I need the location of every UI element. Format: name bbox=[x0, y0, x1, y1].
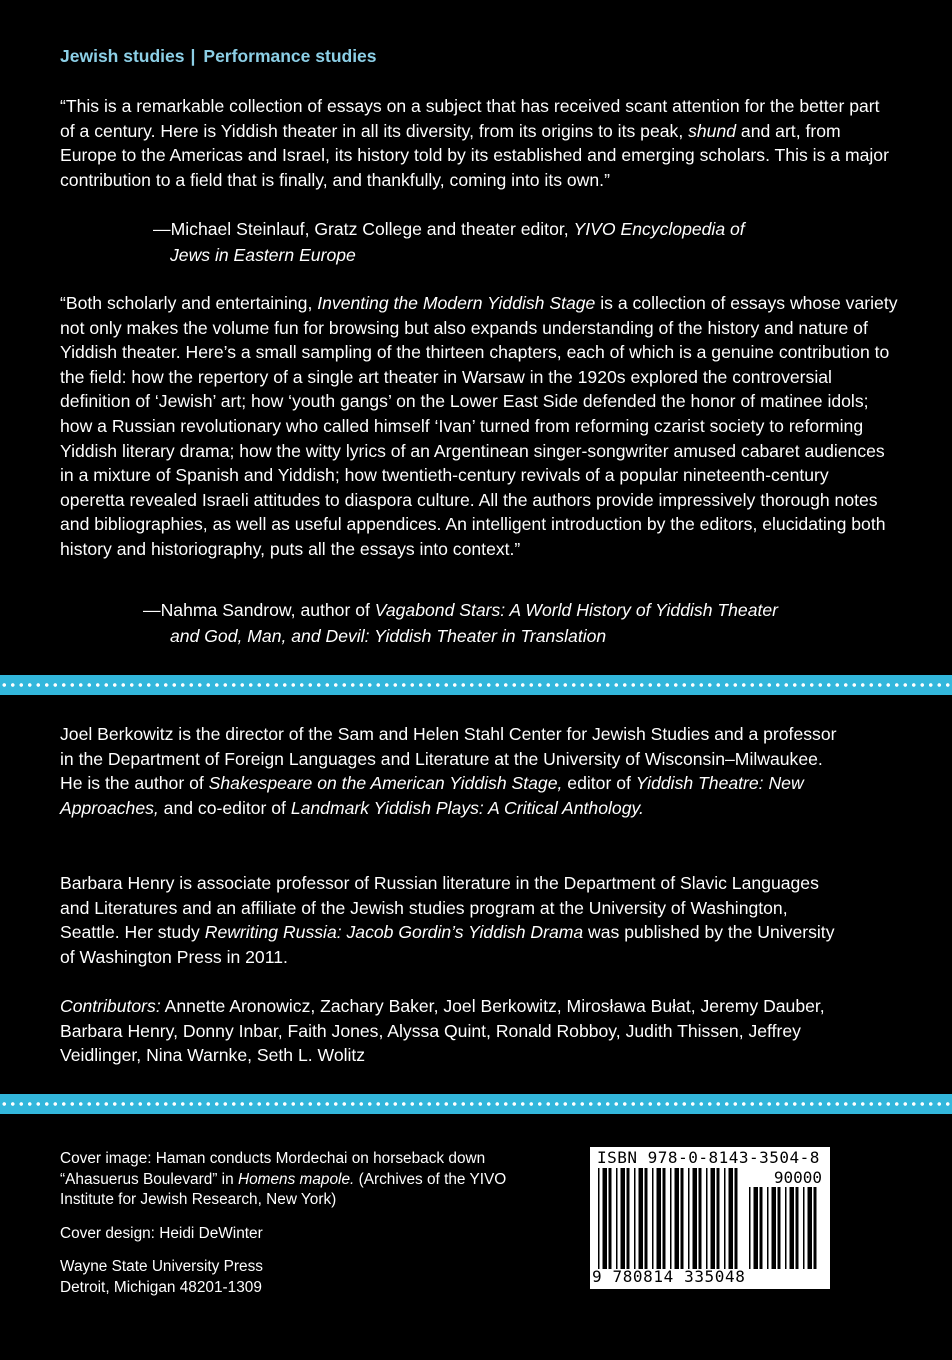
credit-text: Cover image: Haman conducts Mordechai on horseback down “Ahasuerus Boulevard” in bbox=[60, 1150, 486, 1188]
bio-text: Barbara Henry is associate professor of Russian literature in the Department of Slavic Languages and Literatures and an affiliate of the Jewish studies program at the University of Washington, Seattle. Her study bbox=[60, 873, 819, 943]
quote-italic: Inventing the Modern Yiddish Stage bbox=[317, 293, 596, 313]
price-code: 90000 bbox=[773, 1168, 822, 1187]
ean-number: 9 780814 335048 bbox=[592, 1267, 746, 1286]
bio-text: Joel Berkowitz is the director of the Sam and Helen Stahl Center for Jewish Studies and a professor in the Department of Foreign Languages and Literature at the University of Wisconsin–Milwaukee. He is the author of bbox=[60, 724, 837, 794]
publisher-name: Wayne State University Press bbox=[60, 1258, 263, 1275]
contributors-label: Contributors: bbox=[60, 996, 161, 1016]
publisher-info bbox=[60, 1257, 530, 1298]
addon-barcode bbox=[749, 1187, 821, 1269]
attribution-sandrow bbox=[143, 597, 903, 649]
category-header bbox=[60, 46, 377, 67]
attribution-text: —Nahma Sandrow, author of bbox=[143, 600, 375, 620]
bio-italic: Yiddish Theatre: New Approaches, bbox=[60, 773, 804, 818]
quote-text: is a collection of essays whose variety not only makes the volume fun for browsing but also expands understanding of the history and nature of Yiddish theater. Here’s a small sampling of the thirteen chapters, each of which is a genuine contribution to the field: how the repertory of a single art theater in Warsaw in the 1920s explored the controversial definition of ‘Jewish’ art; how ‘youth gangs’ on the Lower East Side defended the honor of matinee idols; how a Russian revolutionary who called himself ‘Ivan’ turned from reforming czarist society to reforming Yiddish literary drama; how the witty lyrics of an Argentinean singer-songwriter amused cabaret audiences in a mixture of Spanish and Yiddish; how twentieth-century revivals of a popular nineteenth-century operetta revealed Israeli attitudes to diaspora culture. All the authors provide impressively thorough notes and bibliographies, as well as useful appendices. An intelligent introduction by the editors, elucidating both history and historiography, puts all the essays into context.” bbox=[60, 293, 898, 559]
divider-top bbox=[0, 675, 952, 695]
bio-italic: Rewriting Russia: Jacob Gordin’s Yiddish Drama bbox=[204, 922, 584, 943]
quote-steinlauf bbox=[60, 94, 898, 192]
bio-text: was published by the University of Washington Press in 2011. bbox=[60, 922, 835, 967]
attribution-italic: YIVO Encyclopedia of bbox=[573, 219, 745, 239]
cover-design-credit: Cover design: Heidi DeWinter bbox=[60, 1225, 263, 1242]
attribution-italic: Jews in Eastern Europe bbox=[170, 245, 356, 265]
quote-text: “Both scholarly and entertaining, bbox=[60, 293, 318, 313]
cover-image-credit bbox=[60, 1149, 520, 1211]
category-performance-studies: Performance studies bbox=[203, 46, 377, 66]
category-jewish-studies: Jewish studies bbox=[60, 46, 185, 66]
quote-text: “This is a remarkable collection of essays on a subject that has received scant attention for the better part of a century. Here is Yiddish theater in all its diversity, from its origins to its peak, bbox=[60, 96, 880, 141]
bio-italic: Landmark Yiddish Plays: A Critical Anthology. bbox=[290, 797, 644, 818]
quote-italic: shund bbox=[688, 120, 737, 141]
publisher-address: Detroit, Michigan 48201-1309 bbox=[60, 1278, 262, 1296]
credit-text: (Archives of the YIVO Institute for Jewish Research, New York) bbox=[60, 1170, 507, 1208]
barcode-box bbox=[590, 1147, 830, 1289]
quote-sandrow bbox=[60, 291, 898, 562]
contributors-list bbox=[60, 994, 850, 1068]
attribution-steinlauf bbox=[153, 216, 913, 268]
divider-bottom bbox=[0, 1094, 952, 1114]
isbn-number: ISBN 978-0-8143-3504-8 bbox=[597, 1148, 820, 1167]
credit-italic: Homens mapole. bbox=[237, 1170, 355, 1188]
bio-henry bbox=[60, 871, 850, 969]
attribution-italic: Vagabond Stars: A World History of Yiddish Theater bbox=[374, 600, 779, 620]
attribution-text: —Michael Steinlauf, Gratz College and theater editor, bbox=[153, 219, 574, 239]
contributors-names: Annette Aronowicz, Zachary Baker, Joel Berkowitz, Mirosława Bułat, Jeremy Dauber, Barbara Henry, Donny Inbar, Faith Jones, Alyssa Quint, Ronald Robboy, Judith Thissen, Jeffrey Veidlinger, Nina Warnke, Seth L. Wolitz bbox=[60, 996, 825, 1066]
quote-text: and art, from Europe to the Americas and Israel, its history told by its established and emerging scholars. This is a major contribution to a field that is finally, and thankfully, coming into its own.” bbox=[60, 120, 889, 190]
bio-italic: Shakespeare on the American Yiddish Stage, bbox=[208, 773, 563, 794]
bio-text: editor of bbox=[562, 773, 636, 794]
attribution-italic: and God, Man, and Devil: Yiddish Theater in Translation bbox=[170, 626, 607, 646]
category-separator: | bbox=[190, 46, 196, 66]
bio-text: and co-editor of bbox=[158, 797, 291, 818]
bio-berkowitz bbox=[60, 722, 850, 820]
